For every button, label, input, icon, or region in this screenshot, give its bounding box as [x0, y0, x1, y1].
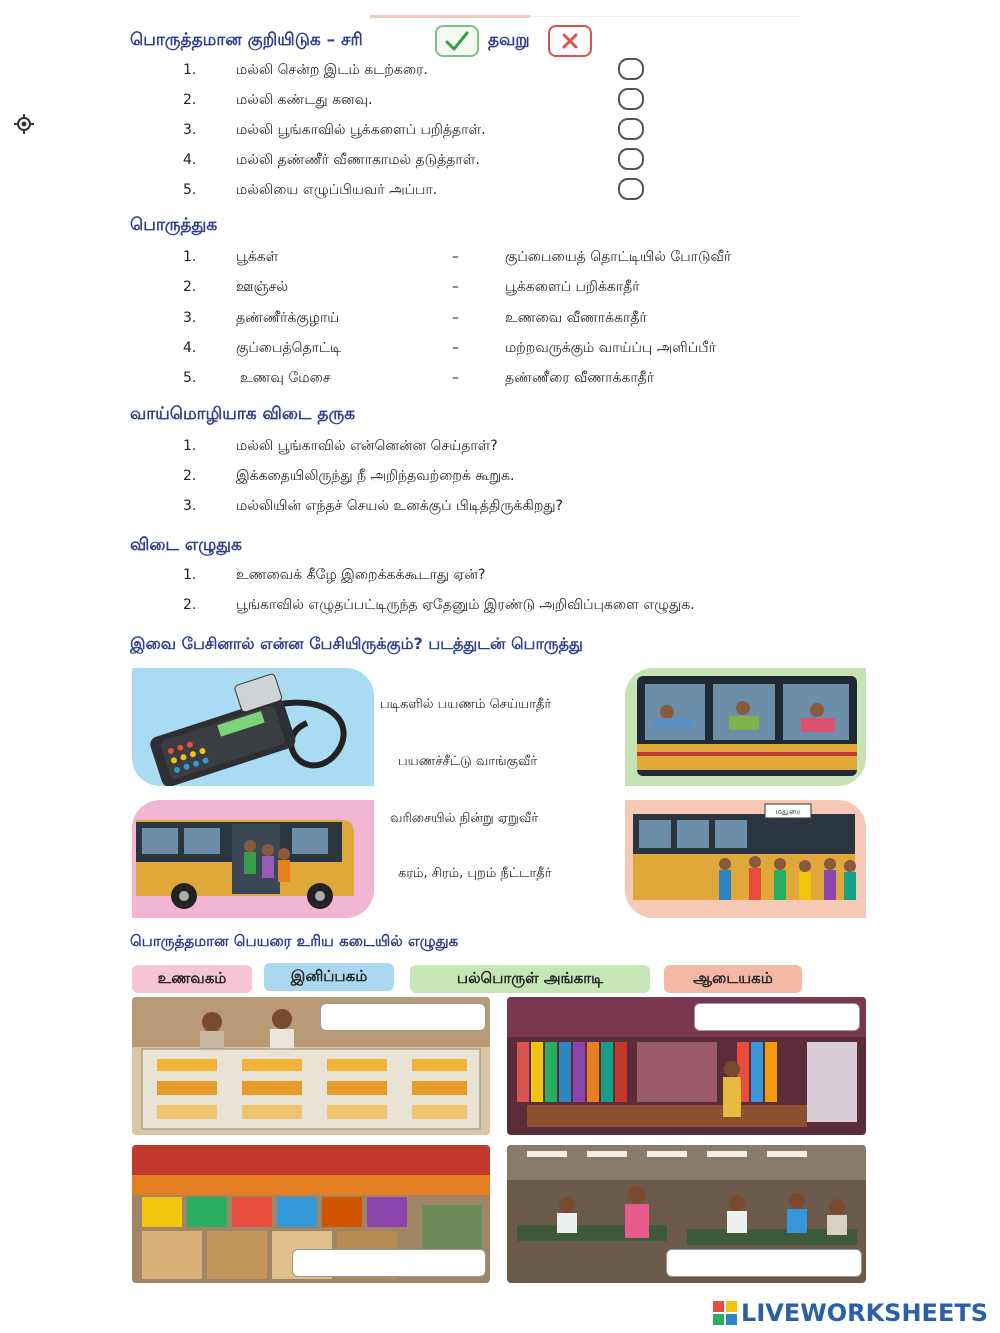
s2-item-2-num: 2.: [183, 279, 197, 295]
wrong-cross-box: [548, 25, 592, 57]
bus-window-illustration: [625, 668, 866, 786]
s2-item-2-left: ஊஞ்சல்: [236, 279, 289, 295]
s1-item-3-num: 3.: [183, 122, 197, 138]
s2-item-5-right: தண்ணீரை வீணாக்காதீர்: [505, 370, 655, 386]
bus-queue-illustration: [625, 800, 866, 918]
s4-item-1-num: 1.: [183, 567, 197, 583]
s2-item-4-right: மற்றவருக்கும் வாய்ப்பு அளிப்பீர்: [505, 340, 716, 356]
s2-item-3-left: தண்ணீர்க்குழாய்: [236, 310, 340, 326]
s2-item-5-dash: –: [452, 370, 459, 386]
phrase-2[interactable]: பயணச்சீட்டு வாங்குவீர்: [398, 754, 538, 769]
s4-item-2-text: பூங்காவில் எழுதப்பட்டிருந்த ஏதேனும் இரண்டு அறிவிப்புகளை எழுதுக.: [236, 597, 695, 613]
phrase-4[interactable]: கரம், சிரம், புறம் நீட்டாதீர்: [398, 866, 552, 881]
liveworksheets-logo: [713, 1299, 988, 1327]
s1-item-2-answer-circle[interactable]: [618, 88, 644, 110]
s2-item-5-num: 5.: [183, 370, 197, 386]
chip-clothing-shop[interactable]: ஆடையகம்: [664, 965, 802, 993]
close-icon: [561, 32, 579, 50]
section6-title: பொருத்தமான பெயரை உரிய கடையில் எழுதுக: [130, 932, 459, 950]
s3-item-1-num: 1.: [183, 438, 197, 454]
s1-item-3-answer-circle[interactable]: [618, 118, 644, 140]
section3-title: வாய்மொழியாக விடை தருக: [130, 404, 356, 424]
answer-box-sweet-shop[interactable]: [320, 1003, 486, 1031]
answer-box-restaurant[interactable]: [666, 1249, 862, 1277]
phrase-3[interactable]: வரிசையில் நின்று ஏறுவீர்: [390, 811, 539, 826]
s2-item-1-dash: –: [452, 249, 459, 265]
s2-item-4-dash: –: [452, 340, 459, 356]
s1-item-3-text: மல்லி பூங்காவில் பூக்களைப் பறித்தாள்.: [236, 122, 486, 138]
section1-title: பொருத்தமான குறியிடுக – சரி: [130, 30, 363, 50]
s1-item-1-num: 1.: [183, 62, 197, 78]
answer-box-supermarket[interactable]: [292, 1249, 486, 1277]
answer-box-clothing-shop[interactable]: [694, 1003, 860, 1031]
crosshair-icon: [14, 114, 34, 134]
bus-queue-card: [625, 800, 866, 918]
s2-item-2-dash: –: [452, 279, 459, 295]
s1-item-4-num: 4.: [183, 152, 197, 168]
s1-item-1-text: மல்லி சென்ற இடம் கடற்கரை.: [236, 62, 428, 78]
s3-item-2-text: இக்கதையிலிருந்து நீ அறிந்தவற்றைக் கூறுக.: [236, 468, 515, 484]
s2-item-1-left: பூக்கள்: [236, 249, 279, 265]
ticket-machine-card: [132, 668, 374, 786]
section2-title: பொருத்துக: [130, 215, 218, 235]
s3-item-2-num: 2.: [183, 468, 197, 484]
bus-destination-sign: மதுரை: [775, 807, 801, 816]
s4-item-2-num: 2.: [183, 597, 197, 613]
s1-item-1-answer-circle[interactable]: [618, 58, 644, 80]
chip-supermarket[interactable]: பல்பொருள் அங்காடி: [410, 965, 650, 993]
s2-item-3-num: 3.: [183, 310, 197, 326]
chip-sweet-shop[interactable]: இனிப்பகம்: [264, 963, 394, 991]
check-icon: [444, 30, 470, 52]
s2-item-1-num: 1.: [183, 249, 197, 265]
top-decor-line-light: [530, 16, 800, 17]
s1-item-2-text: மல்லி கண்டது கனவு.: [236, 92, 373, 108]
s1-item-2-num: 2.: [183, 92, 197, 108]
top-decor-line: [370, 15, 530, 18]
s1-item-5-text: மல்லியை எழுப்பியவர் அப்பா.: [236, 182, 438, 198]
s1-item-4-answer-circle[interactable]: [618, 148, 644, 170]
s3-item-3-num: 3.: [183, 498, 197, 514]
section5-title: இவை பேசினால் என்ன பேசியிருக்கும்? படத்துடன் பொருத்து: [130, 634, 583, 653]
s2-item-1-right: குப்பையைத் தொட்டியில் போடுவீர்: [505, 249, 732, 265]
s1-item-4-text: மல்லி தண்ணீர் வீணாகாமல் தடுத்தாள்.: [236, 152, 480, 168]
s2-item-4-left: குப்பைத்தொட்டி: [236, 340, 342, 356]
liveworksheets-wordmark: LIVEWORKSHEETS: [741, 1299, 988, 1327]
s2-item-4-num: 4.: [183, 340, 197, 356]
wrong-label: தவறு: [488, 30, 530, 50]
s3-item-3-text: மல்லியின் எந்தச் செயல் உனக்குப் பிடித்திருக்கிறது?: [236, 498, 563, 514]
s2-item-3-dash: –: [452, 310, 459, 326]
phrase-1[interactable]: படிகளில் பயணம் செய்யாதீர்: [380, 697, 552, 712]
s1-item-5-num: 5.: [183, 182, 197, 198]
s1-item-5-answer-circle[interactable]: [618, 178, 644, 200]
correct-tick-box: [435, 25, 479, 57]
section4-title: விடை எழுதுக: [130, 535, 242, 555]
bus-footboard-card: [132, 800, 374, 918]
bus-footboard-illustration: [132, 800, 374, 918]
bus-window-card: [625, 668, 866, 786]
s4-item-1-text: உணவைக் கீழே இறைக்கக்கூடாது ஏன்?: [236, 567, 486, 583]
s3-item-1-text: மல்லி பூங்காவில் என்னென்ன செய்தாள்?: [236, 438, 498, 454]
s2-item-3-right: உணவை வீணாக்காதீர்: [505, 310, 647, 326]
s2-item-5-left: உணவு மேசை: [240, 370, 331, 386]
chip-restaurant[interactable]: உணவகம்: [132, 965, 252, 993]
s2-item-2-right: பூக்களைப் பறிக்காதீர்: [505, 279, 640, 295]
ticket-machine-illustration: [132, 668, 374, 786]
liveworksheets-logo-icon: [713, 1301, 737, 1325]
